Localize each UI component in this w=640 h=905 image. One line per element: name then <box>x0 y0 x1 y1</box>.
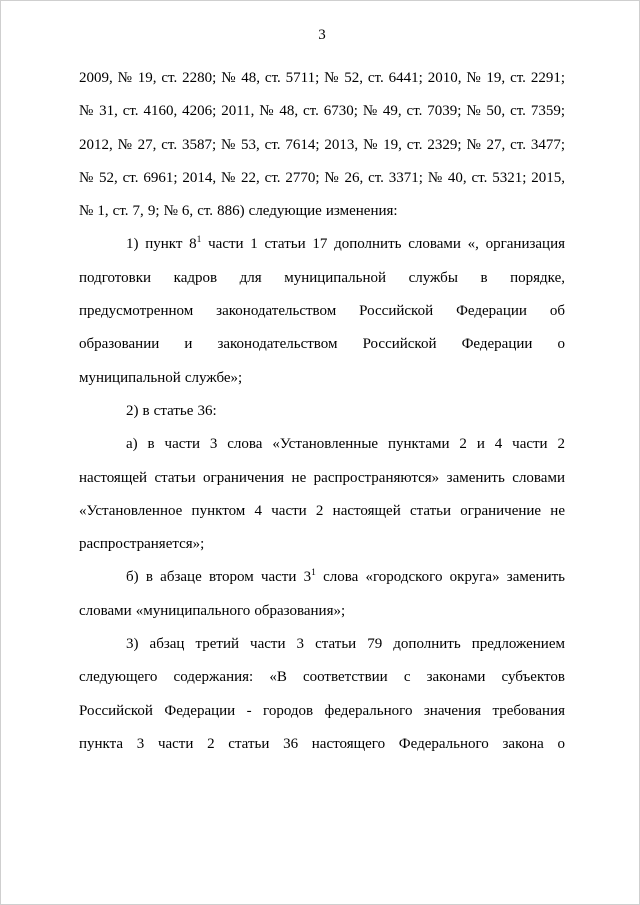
text-run: слова «городского округа» заменить словами «муниципального образования»; <box>79 569 565 619</box>
page-number: 3 <box>318 27 326 43</box>
paragraph-item-2: 2) в статье 36: <box>126 402 217 419</box>
superscript: 1 <box>196 235 202 246</box>
superscript: 1 <box>311 568 316 579</box>
paragraph-item-3: 3) абзац третий части 3 статьи 79 дополнить предложением следующего содержания: «В соответствии с законами субъектов Российской Федерации - городов федерального значения требования пункта 3 части 2 статьи 36 настоящего Федерального закона о <box>79 636 565 752</box>
text-run: б) в абзаце втором части 3 <box>126 569 312 586</box>
paragraph-item-2a: а) в части 3 слова «Установленные пунктами 2 и 4 части 2 настоящей статьи ограничения не распространяются» заменить словами «Установленное пунктом 4 части 2 настоящей статьи ограничение не распространяется»; <box>79 436 565 553</box>
paragraph-citation-continuation: 2009, № 19, ст. 2280; № 48, ст. 5711; № 52, ст. 6441; 2010, № 19, ст. 2291; № 31, ст. 4160, 4206; 2011, № 48, ст. 6730; № 49, ст. 7039; № 50, ст. 7359; 2012, № 27, ст. 3587; № 53, ст. 7614; 2013, № 19, ст. 2329; № 27, ст. 3477; № 52, ст. 6961; 2014, № 22, ст. 2770; № 26, ст. 3371; № 40, ст. 5321; 2015, № 1, ст. 7, 9; № 6, ст. 886) следующие изменения: <box>79 70 565 220</box>
text-run: 1) пункт 8 <box>126 236 197 253</box>
paragraph-item-1 <box>79 228 565 394</box>
paragraph-item-2b <box>79 561 565 628</box>
text-run: части 1 статьи 17 дополнить словами «, организация подготовки кадров для муниципальной службы в порядке, предусмотренном законодательством Российской Федерации об образовании и законодательством Российской Федерации о муниципальной службе»; <box>79 236 566 386</box>
